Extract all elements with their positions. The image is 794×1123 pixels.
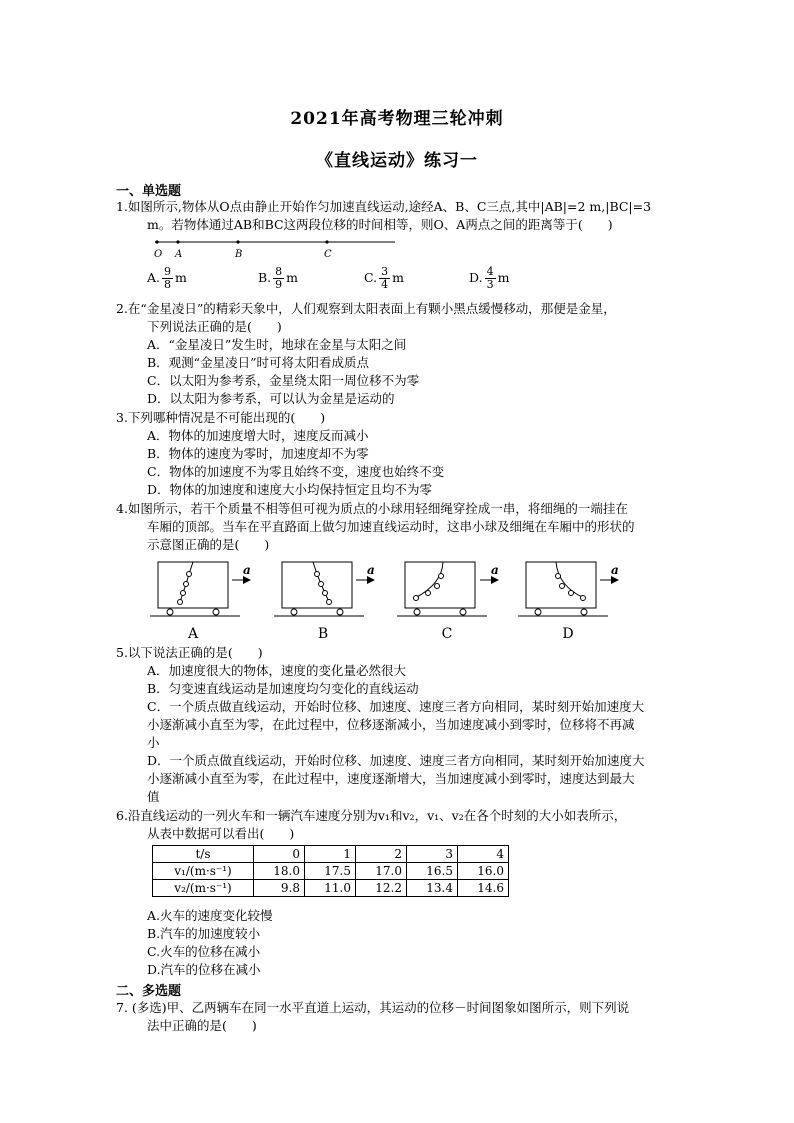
q6-option-a: A.火车的速度变化较慢 <box>147 908 273 923</box>
q1-points-diagram <box>150 236 400 262</box>
q4-figure <box>150 558 630 644</box>
car-diagram-b <box>274 562 375 616</box>
q4-stem-line2: 车厢的顶部。当车在平直路面上做匀加速直线运动时，这串小球及细绳在车厢中的形状的 <box>147 519 635 534</box>
q3-option-c: C．物体的加速度不为零且始终不变，速度也始终不变 <box>147 464 445 479</box>
figure-label-d: D <box>562 626 574 642</box>
q5-option-b: B．匀变速直线运动是加速度均匀变化的直线运动 <box>147 681 419 696</box>
car-diagram-c <box>397 562 499 616</box>
q6-stem-line2: 从表中数据可以看出( ) <box>147 826 295 841</box>
q5-stem: 5.以下说法正确的是( ) <box>116 645 263 660</box>
q5-option-c-line2: 小逐渐减小直至为零，在此过程中，位移逐渐减小，当加速度减小到零时，位移将不再减 <box>147 717 635 732</box>
q6-option-d: D.汽车的位移在减小 <box>147 962 261 977</box>
q2-option-d: D．以太阳为参考系，可以认为金星是运动的 <box>147 391 395 406</box>
q5-option-d-line3: 值 <box>147 789 160 804</box>
car-diagram-a <box>150 562 251 616</box>
figure-label-c: C <box>441 626 453 642</box>
q5-option-c-line3: 小 <box>147 735 160 750</box>
section-heading-single-choice: 一、单选题 <box>116 184 182 199</box>
q1-option-c: C. $\frac{3}{4}$ m <box>364 265 404 291</box>
accel-label-b: a <box>367 563 375 577</box>
q4-stem-line1: 4.如图所示，若干个质量不相等但可视为质点的小球用轻细绳穿拴成一串，将细绳的一端挂在 <box>116 501 628 516</box>
q2-stem-line2: 下列说法正确的是( ) <box>147 319 282 334</box>
figure-label-b: B <box>317 626 329 642</box>
q2-option-a: A．“金星凌日”发生时，地球在金星与太阳之间 <box>147 337 407 352</box>
section-heading-multi-choice: 二、多选题 <box>116 984 182 999</box>
q3-option-a: A．物体的加速度增大时，速度反而减小 <box>147 428 369 443</box>
page-title: 2021年高考物理三轮冲刺 <box>290 109 504 129</box>
point-label-c: C <box>324 249 332 260</box>
q1-option-a: A. $\frac{9}{8}$ m <box>147 265 187 291</box>
q3-option-d: D．物体的加速度和速度大小均保持恒定且均不为零 <box>147 482 433 497</box>
q7-stem-line2: 法中正确的是( ) <box>147 1018 257 1033</box>
table-row: v₁/(m·s⁻¹) 18.0 17.5 17.0 16.5 16.0 <box>153 863 509 880</box>
q4-stem-line3: 示意图正确的是( ) <box>147 537 270 552</box>
q5-option-c-line1: C．一个质点做直线运动，开始时位移、加速度、速度三者方向相同，某时刻开始加速度大 <box>147 699 645 714</box>
q3-stem: 3.下列哪种情况是不可能出现的( ) <box>116 410 326 425</box>
q2-option-c: C．以太阳为参考系，金星绕太阳一周位移不为零 <box>147 373 420 388</box>
q5-option-d-line1: D．一个质点做直线运动，开始时位移、加速度、速度三者方向相同，某时刻开始加速度大 <box>147 753 645 768</box>
q2-option-b: B．观测“金星凌日”时可将太阳看成质点 <box>147 355 369 370</box>
accel-label-a: a <box>243 563 251 577</box>
table-row: v₂/(m·s⁻¹) 9.8 11.0 12.2 13.4 14.6 <box>153 880 509 897</box>
point-label-o: O <box>154 249 163 260</box>
q1-stem-line1: 1.如图所示,物体从O点由静止开始作匀加速直线运动,途经A、B、C三点,其中|AB|=2 m,|BC|=3 <box>116 199 652 214</box>
q1-option-d: D. $\frac{4}{3}$ m <box>469 265 510 291</box>
q7-stem-line1: 7. (多选)甲、乙两辆车在同一水平直道上运动，其运动的位移－时间图象如图所示，则下列说 <box>116 1000 630 1015</box>
figure-label-a: A <box>187 626 199 642</box>
velocity-table <box>152 845 509 897</box>
point-label-a: A <box>175 249 183 260</box>
car-diagram-d <box>518 562 619 616</box>
q1-stem-line2: m。若物体通过AB和BC这两段位移的时间相等，则O、A两点之间的距离等于( ) <box>147 217 613 232</box>
q6-option-c: C.火车的位移在减小 <box>147 944 261 959</box>
q5-option-a: A．加速度很大的物体，速度的变化量必然很大 <box>147 663 407 678</box>
page-subtitle: 《直线运动》练习一 <box>316 151 478 171</box>
q6-stem-line1: 6.沿直线运动的一列火车和一辆汽车速度分别为v₁和v₂，v₁、v₂在各个时刻的大小如表所示， <box>116 808 627 823</box>
q2-stem-line1: 2.在“金星凌日”的精彩天象中，人们观察到太阳表面上有颗小黑点缓慢移动，那便是金星， <box>116 301 616 316</box>
accel-label-c: a <box>491 563 499 577</box>
point-label-b: B <box>235 249 243 260</box>
q1-option-b: B. $\frac{8}{9}$ m <box>258 265 299 291</box>
q3-option-b: B．物体的速度为零时，加速度却不为零 <box>147 446 369 461</box>
q5-option-d-line2: 小逐渐减小直至为零，在此过程中，速度逐渐增大，当加速度减小到零时，速度达到最大 <box>147 771 635 786</box>
table-row: t/s 0 1 2 3 4 <box>153 846 509 863</box>
accel-label-d: a <box>611 563 619 577</box>
q6-option-b: B.汽车的加速度较小 <box>147 926 261 941</box>
